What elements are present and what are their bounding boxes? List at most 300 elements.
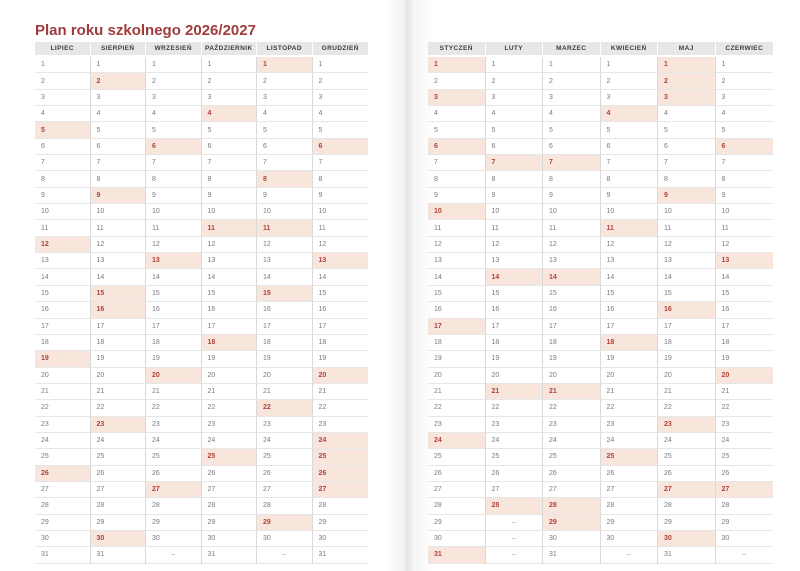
day-cell: 29 — [146, 515, 202, 531]
day-cell: 22 — [716, 400, 774, 416]
day-cell: 17 — [313, 319, 369, 335]
day-cell: 30 — [146, 531, 202, 547]
day-cell: 22 — [428, 400, 486, 416]
day-cell: 26 — [486, 466, 544, 482]
day-cell: 16 — [428, 302, 486, 318]
day-cell: 22 — [35, 400, 91, 416]
day-cell: 7 — [91, 155, 147, 171]
day-cell: 18 — [658, 335, 716, 351]
day-cell: 15 — [428, 286, 486, 302]
day-cell: 9 — [202, 188, 258, 204]
day-cell: 28 — [146, 498, 202, 514]
day-cell: 24 — [202, 433, 258, 449]
day-cell: 2 — [486, 73, 544, 89]
day-cell: 4 — [35, 106, 91, 122]
day-cell: 16 — [486, 302, 544, 318]
day-cell: 25 — [428, 449, 486, 465]
day-cell: 3 — [601, 90, 659, 106]
day-cell: 13 — [257, 253, 313, 269]
day-cell: 30 — [313, 531, 369, 547]
day-cell: 26 — [91, 466, 147, 482]
day-cell: 2 — [428, 73, 486, 89]
day-cell: 1 — [35, 57, 91, 73]
day-cell: 9 — [543, 188, 601, 204]
day-cell: 27 — [146, 482, 202, 498]
day-cell: 7 — [146, 155, 202, 171]
day-cell: 4 — [257, 106, 313, 122]
day-cell: 27 — [428, 482, 486, 498]
day-cell: 10 — [35, 204, 91, 220]
day-cell: 15 — [601, 286, 659, 302]
day-cell: 12 — [716, 237, 774, 253]
day-cell: 25 — [257, 449, 313, 465]
day-cell: 27 — [543, 482, 601, 498]
day-cell: 10 — [146, 204, 202, 220]
day-cell: 18 — [601, 335, 659, 351]
day-cell: 6 — [543, 139, 601, 155]
day-cell: 25 — [202, 449, 258, 465]
day-cell: 30 — [91, 531, 147, 547]
day-cell: 10 — [543, 204, 601, 220]
day-cell: 18 — [202, 335, 258, 351]
day-cell: 30 — [428, 531, 486, 547]
day-cell: 1 — [257, 57, 313, 73]
day-cell: 9 — [428, 188, 486, 204]
day-cell: 7 — [716, 155, 774, 171]
month-header: MAJ — [658, 42, 716, 55]
day-cell: 4 — [428, 106, 486, 122]
day-cell: 24 — [658, 433, 716, 449]
empty-day-cell: – — [486, 515, 544, 531]
day-cell: 16 — [658, 302, 716, 318]
day-cell: 7 — [543, 155, 601, 171]
day-cell: 12 — [313, 237, 369, 253]
day-cell: 5 — [257, 122, 313, 138]
day-cell: 13 — [146, 253, 202, 269]
calendar-left — [35, 42, 368, 564]
day-cell: 12 — [202, 237, 258, 253]
day-cell: 4 — [202, 106, 258, 122]
day-cell: 20 — [91, 368, 147, 384]
day-cell: 14 — [486, 269, 544, 285]
day-cell: 18 — [486, 335, 544, 351]
day-cell: 11 — [716, 220, 774, 236]
day-cell: 21 — [486, 384, 544, 400]
day-cell: 14 — [543, 269, 601, 285]
day-cell: 1 — [601, 57, 659, 73]
day-cell: 17 — [257, 319, 313, 335]
day-cell: 9 — [35, 188, 91, 204]
day-cell: 28 — [601, 498, 659, 514]
day-cell: 12 — [543, 237, 601, 253]
day-cell: 20 — [202, 368, 258, 384]
day-cell: 14 — [601, 269, 659, 285]
month-header: MARZEC — [543, 42, 601, 55]
day-cell: 14 — [716, 269, 774, 285]
day-cell: 23 — [313, 417, 369, 433]
day-cell: 6 — [146, 139, 202, 155]
day-cell: 4 — [543, 106, 601, 122]
day-cell: 2 — [601, 73, 659, 89]
day-cell: 1 — [486, 57, 544, 73]
day-cell: 27 — [601, 482, 659, 498]
day-cell: 12 — [658, 237, 716, 253]
day-cell: 11 — [601, 220, 659, 236]
month-header: PAŹDZIERNIK — [202, 42, 258, 55]
day-cell: 18 — [91, 335, 147, 351]
day-cell: 3 — [658, 90, 716, 106]
calendar-right — [428, 42, 773, 564]
day-cell: 12 — [257, 237, 313, 253]
day-cell: 27 — [313, 482, 369, 498]
day-cell: 7 — [202, 155, 258, 171]
day-cell: 17 — [658, 319, 716, 335]
day-cell: 4 — [658, 106, 716, 122]
day-cell: 9 — [313, 188, 369, 204]
day-cell: 12 — [601, 237, 659, 253]
day-cell: 8 — [543, 171, 601, 187]
day-cell: 10 — [658, 204, 716, 220]
day-cell: 18 — [313, 335, 369, 351]
day-cell: 3 — [428, 90, 486, 106]
month-header: LISTOPAD — [257, 42, 313, 55]
day-cell: 21 — [716, 384, 774, 400]
day-cell: 23 — [202, 417, 258, 433]
day-cell: 7 — [658, 155, 716, 171]
day-cell: 20 — [35, 368, 91, 384]
day-cell: 9 — [146, 188, 202, 204]
day-cell: 10 — [257, 204, 313, 220]
day-cell: 25 — [601, 449, 659, 465]
day-cell: 24 — [146, 433, 202, 449]
day-cell: 21 — [202, 384, 258, 400]
day-cell: 22 — [202, 400, 258, 416]
day-cell: 10 — [601, 204, 659, 220]
day-cell: 27 — [486, 482, 544, 498]
day-cell: 24 — [313, 433, 369, 449]
page-title: Plan roku szkolnego 2026/2027 — [35, 22, 256, 40]
day-cell: 5 — [486, 122, 544, 138]
day-cell: 19 — [257, 351, 313, 367]
day-cell: 31 — [91, 547, 147, 563]
day-cell: 2 — [91, 73, 147, 89]
day-cell: 29 — [543, 515, 601, 531]
day-cell: 24 — [91, 433, 147, 449]
day-cell: 3 — [257, 90, 313, 106]
day-cell: 11 — [313, 220, 369, 236]
day-cell: 21 — [91, 384, 147, 400]
day-cell: 5 — [313, 122, 369, 138]
day-cell: 1 — [202, 57, 258, 73]
day-cell: 24 — [716, 433, 774, 449]
day-cell: 10 — [91, 204, 147, 220]
day-cell: 28 — [313, 498, 369, 514]
day-cell: 30 — [658, 531, 716, 547]
day-cell: 11 — [428, 220, 486, 236]
day-cell: 7 — [428, 155, 486, 171]
day-cell: 3 — [486, 90, 544, 106]
day-cell: 23 — [257, 417, 313, 433]
day-cell: 26 — [257, 466, 313, 482]
day-cell: 6 — [313, 139, 369, 155]
day-cell: 29 — [35, 515, 91, 531]
month-header-row — [35, 42, 368, 55]
day-cell: 28 — [91, 498, 147, 514]
day-cell: 9 — [658, 188, 716, 204]
day-cell: 20 — [601, 368, 659, 384]
day-cell: 20 — [313, 368, 369, 384]
day-cell: 31 — [202, 547, 258, 563]
day-cell: 17 — [486, 319, 544, 335]
day-cell: 22 — [91, 400, 147, 416]
day-cell: 10 — [428, 204, 486, 220]
day-cell: 4 — [486, 106, 544, 122]
day-cell: 31 — [543, 547, 601, 563]
day-cell: 22 — [601, 400, 659, 416]
day-cell: 26 — [313, 466, 369, 482]
day-cell: 5 — [146, 122, 202, 138]
month-header: CZERWIEC — [716, 42, 774, 55]
day-cell: 20 — [257, 368, 313, 384]
day-cell: 15 — [543, 286, 601, 302]
day-cell: 25 — [91, 449, 147, 465]
day-cell: 3 — [35, 90, 91, 106]
day-cell: 8 — [601, 171, 659, 187]
day-cell: 18 — [428, 335, 486, 351]
day-cell: 23 — [601, 417, 659, 433]
day-cell: 14 — [313, 269, 369, 285]
day-cell: 19 — [428, 351, 486, 367]
day-cell: 12 — [428, 237, 486, 253]
day-cell: 6 — [658, 139, 716, 155]
day-cell: 17 — [146, 319, 202, 335]
day-cell: 8 — [313, 171, 369, 187]
day-cell: 22 — [486, 400, 544, 416]
day-cell: 22 — [658, 400, 716, 416]
day-cell: 9 — [257, 188, 313, 204]
day-cell: 24 — [486, 433, 544, 449]
day-cell: 2 — [35, 73, 91, 89]
day-cell: 23 — [658, 417, 716, 433]
day-cell: 25 — [658, 449, 716, 465]
day-cell: 19 — [486, 351, 544, 367]
day-cell: 26 — [716, 466, 774, 482]
day-cell: 26 — [658, 466, 716, 482]
day-cell: 9 — [601, 188, 659, 204]
day-cell: 3 — [202, 90, 258, 106]
day-cell: 21 — [257, 384, 313, 400]
day-cell: 7 — [486, 155, 544, 171]
day-cell: 20 — [486, 368, 544, 384]
day-cell: 17 — [428, 319, 486, 335]
day-cell: 16 — [716, 302, 774, 318]
month-header: SIERPIEŃ — [91, 42, 147, 55]
day-cell: 2 — [716, 73, 774, 89]
day-cell: 24 — [35, 433, 91, 449]
day-cell: 28 — [202, 498, 258, 514]
day-cell: 29 — [257, 515, 313, 531]
day-cell: 27 — [716, 482, 774, 498]
day-cell: 19 — [543, 351, 601, 367]
day-cell: 2 — [257, 73, 313, 89]
day-cell: 23 — [35, 417, 91, 433]
day-cell: 30 — [601, 531, 659, 547]
day-cell: 1 — [91, 57, 147, 73]
day-cell: 26 — [543, 466, 601, 482]
empty-day-cell: – — [486, 547, 544, 563]
day-grid — [428, 57, 773, 564]
day-cell: 4 — [313, 106, 369, 122]
day-cell: 12 — [35, 237, 91, 253]
day-cell: 19 — [146, 351, 202, 367]
day-cell: 27 — [91, 482, 147, 498]
day-cell: 8 — [716, 171, 774, 187]
day-cell: 16 — [313, 302, 369, 318]
month-header: LIPIEC — [35, 42, 91, 55]
day-cell: 21 — [428, 384, 486, 400]
day-cell: 5 — [543, 122, 601, 138]
day-cell: 5 — [91, 122, 147, 138]
day-cell: 22 — [543, 400, 601, 416]
day-cell: 3 — [716, 90, 774, 106]
day-cell: 8 — [202, 171, 258, 187]
day-cell: 1 — [428, 57, 486, 73]
day-cell: 10 — [202, 204, 258, 220]
day-cell: 6 — [35, 139, 91, 155]
day-cell: 28 — [543, 498, 601, 514]
day-cell: 21 — [146, 384, 202, 400]
day-cell: 13 — [428, 253, 486, 269]
day-cell: 11 — [486, 220, 544, 236]
day-cell: 26 — [146, 466, 202, 482]
day-cell: 16 — [257, 302, 313, 318]
day-cell: 10 — [716, 204, 774, 220]
day-cell: 12 — [91, 237, 147, 253]
day-cell: 1 — [543, 57, 601, 73]
day-cell: 5 — [35, 122, 91, 138]
empty-day-cell: – — [486, 531, 544, 547]
day-cell: 11 — [35, 220, 91, 236]
day-cell: 16 — [601, 302, 659, 318]
day-cell: 1 — [146, 57, 202, 73]
month-header: STYCZEŃ — [428, 42, 486, 55]
day-cell: 1 — [716, 57, 774, 73]
day-cell: 20 — [658, 368, 716, 384]
day-cell: 15 — [486, 286, 544, 302]
day-cell: 18 — [716, 335, 774, 351]
day-cell: 18 — [257, 335, 313, 351]
day-cell: 6 — [716, 139, 774, 155]
day-cell: 15 — [91, 286, 147, 302]
day-cell: 24 — [543, 433, 601, 449]
day-cell: 22 — [257, 400, 313, 416]
day-cell: 15 — [313, 286, 369, 302]
day-cell: 3 — [543, 90, 601, 106]
day-cell: 16 — [91, 302, 147, 318]
month-header: GRUDZIEŃ — [313, 42, 369, 55]
day-cell: 5 — [428, 122, 486, 138]
day-cell: 23 — [91, 417, 147, 433]
day-cell: 10 — [486, 204, 544, 220]
day-cell: 30 — [257, 531, 313, 547]
day-cell: 4 — [716, 106, 774, 122]
day-cell: 31 — [428, 547, 486, 563]
empty-day-cell: – — [716, 547, 774, 563]
day-cell: 30 — [716, 531, 774, 547]
day-cell: 4 — [146, 106, 202, 122]
day-cell: 8 — [91, 171, 147, 187]
day-cell: 29 — [428, 515, 486, 531]
day-cell: 18 — [543, 335, 601, 351]
day-cell: 14 — [428, 269, 486, 285]
day-cell: 25 — [716, 449, 774, 465]
day-cell: 28 — [716, 498, 774, 514]
day-cell: 3 — [91, 90, 147, 106]
day-cell: 15 — [658, 286, 716, 302]
day-cell: 21 — [313, 384, 369, 400]
day-cell: 12 — [146, 237, 202, 253]
day-cell: 15 — [146, 286, 202, 302]
day-cell: 13 — [202, 253, 258, 269]
day-cell: 9 — [716, 188, 774, 204]
day-cell: 20 — [543, 368, 601, 384]
month-header: LUTY — [486, 42, 544, 55]
day-cell: 15 — [35, 286, 91, 302]
day-cell: 14 — [202, 269, 258, 285]
day-cell: 17 — [202, 319, 258, 335]
day-cell: 29 — [601, 515, 659, 531]
day-cell: 19 — [716, 351, 774, 367]
day-cell: 25 — [146, 449, 202, 465]
day-cell: 27 — [658, 482, 716, 498]
day-cell: 14 — [146, 269, 202, 285]
day-cell: 8 — [428, 171, 486, 187]
day-cell: 17 — [601, 319, 659, 335]
day-cell: 23 — [486, 417, 544, 433]
day-cell: 11 — [146, 220, 202, 236]
day-cell: 19 — [35, 351, 91, 367]
day-cell: 28 — [257, 498, 313, 514]
day-cell: 25 — [486, 449, 544, 465]
day-cell: 23 — [543, 417, 601, 433]
day-cell: 26 — [202, 466, 258, 482]
day-cell: 21 — [543, 384, 601, 400]
month-header: WRZESIEŃ — [146, 42, 202, 55]
day-cell: 16 — [35, 302, 91, 318]
day-cell: 27 — [257, 482, 313, 498]
day-cell: 15 — [257, 286, 313, 302]
day-cell: 26 — [601, 466, 659, 482]
day-cell: 8 — [658, 171, 716, 187]
day-cell: 19 — [601, 351, 659, 367]
day-cell: 16 — [146, 302, 202, 318]
day-cell: 9 — [91, 188, 147, 204]
day-cell: 11 — [91, 220, 147, 236]
day-cell: 29 — [716, 515, 774, 531]
month-header: KWIECIEŃ — [601, 42, 659, 55]
day-cell: 8 — [486, 171, 544, 187]
day-cell: 19 — [313, 351, 369, 367]
day-cell: 5 — [601, 122, 659, 138]
day-cell: 23 — [146, 417, 202, 433]
day-cell: 27 — [35, 482, 91, 498]
day-cell: 29 — [313, 515, 369, 531]
day-cell: 8 — [257, 171, 313, 187]
day-cell: 23 — [428, 417, 486, 433]
day-cell: 7 — [313, 155, 369, 171]
day-cell: 26 — [428, 466, 486, 482]
day-cell: 5 — [716, 122, 774, 138]
